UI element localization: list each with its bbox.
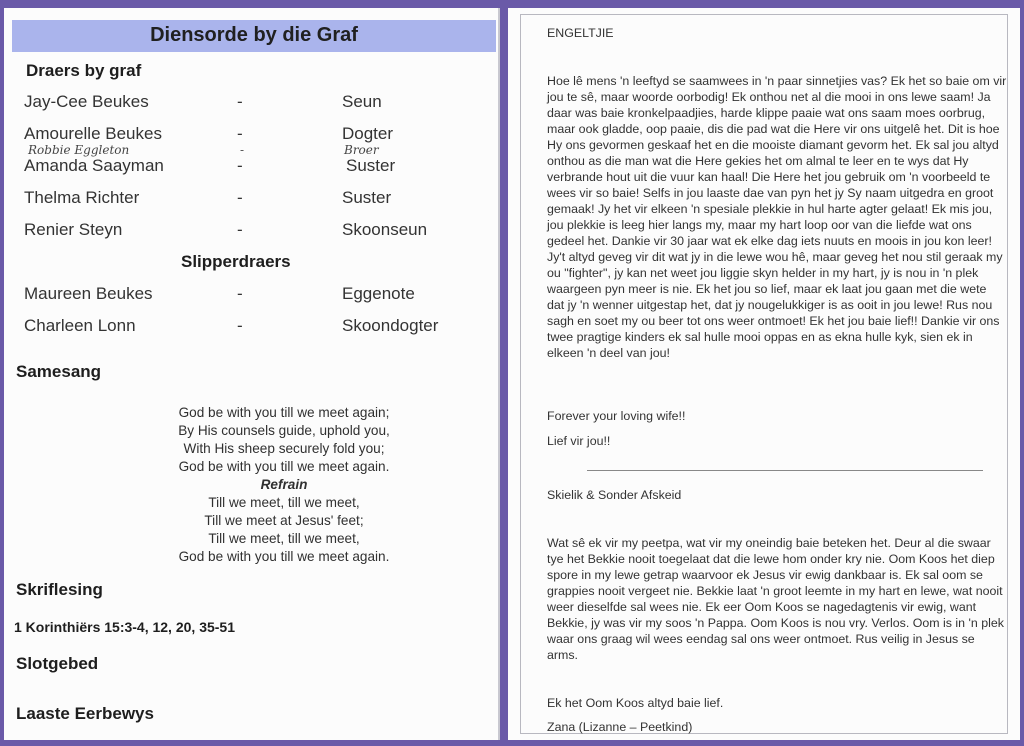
tribute-signoff: Ek het Oom Koos altyd baie lief.: [547, 696, 724, 710]
tribute-frame: [520, 14, 1008, 734]
separator-dash: -: [237, 124, 243, 143]
refrain-label: Refrain: [260, 477, 308, 492]
slipper-heading: Slipperdraers: [181, 252, 291, 271]
bearer-name: Thelma Richter: [24, 188, 140, 207]
handwritten-dash: -: [240, 143, 245, 157]
bearer-relation: Suster: [346, 156, 396, 175]
lyric-line: God be with you till we meet again.: [178, 549, 390, 564]
bearer-row: [24, 188, 484, 214]
tribute-signoff: Forever your loving wife!!: [547, 409, 686, 423]
bearer-relation: Skoonseun: [342, 220, 428, 239]
slipper-name: Maureen Beukes: [24, 284, 153, 303]
bearer-row: [24, 220, 484, 246]
section-divider: [587, 470, 983, 471]
tribute-signoff: Lief vir jou!!: [547, 434, 611, 448]
bearer-row: [24, 156, 484, 182]
tribute-signature: Zana (Lizanne – Peetkind): [547, 720, 693, 734]
left-page: [4, 8, 500, 740]
bearer-name: Jay-Cee Beukes: [24, 92, 149, 111]
lyric-line: God be with you till we meet again.: [178, 459, 390, 474]
lyric-line: God be with you till we meet again;: [178, 405, 390, 420]
bearer-row: [24, 92, 484, 118]
slipper-relation: Eggenote: [342, 284, 415, 303]
slipper-relation: Skoondogter: [342, 316, 439, 335]
handwritten-name: Robbie Eggleton: [28, 143, 130, 157]
slipper-row: [24, 316, 484, 342]
tribute-paragraph: Wat sê ek vir my peetpa, wat vir my oneindig baie beteken het. Deur al die swaar tye het Bekkie nooit toegelaat dat die lewe hom onder kry nie. Oom Koos het diep spore in my lewe getrap waarvoor ek Jesus vir ewig dankbaar is. Ek sal oom se grappies nooit vergeet nie. Bekkie laat 'n groot leemte in my hart en lewe, wat nooit weer dieselfde sal wees nie. Ek eer Oom Koos se nagedagtenis vir ewig, want Bekkie, jy was vir my soos 'n Pappa. Oom Koos is nou vry. Verlos. Oom is in 'n plek waar ons graag wil wees eendag sal ons weer ontmoet. Rus veilig in Jesus se arms.: [547, 536, 1004, 662]
lyric-line: Till we meet, till we meet,: [208, 531, 360, 546]
bearer-name: Renier Steyn: [24, 220, 123, 239]
lyric-line: Till we meet at Jesus' feet;: [204, 513, 364, 528]
separator-dash: -: [237, 316, 243, 335]
tribute-title: Skielik & Sonder Afskeid: [547, 488, 682, 502]
separator-dash: -: [237, 188, 243, 207]
page-title: Diensorde by die Graf: [150, 24, 358, 46]
slipper-name: Charleen Lonn: [24, 316, 136, 335]
tribute-title: ENGELTJIE: [547, 26, 614, 40]
separator-dash: -: [237, 92, 243, 111]
tribute-paragraph: Hoe lê mens 'n leeftyd se saamwees in 'n paar sinnetjies vas? Ek het so baie om vir jou te sê, maar woorde oorbodig! Ek onthou net al die mooi in ons lewe saam! Ja daar was baie kronkelpaadjies, harde klippe paaie wat ons saam moes oorbrug, maar ook gladde, oop paaie, dis die pad wat die Here vir ons uitgelê het. Dit is hoe Hy ons gevormen geskaaf het en die mooiste diamant gevorm het. Ek sal jou altyd onthou as die man wat die Here gekies het om almal te leer en te wys dat Hy verbrande hout uit die vuur kan haal! Die Here het jou gebruik om 'n voorbeeld te wees vir so baie! Selfs in jou laaste dae van pyn het jy Sy naam uitgedra en groot gemaak! Jy het vir elkeen 'n spesiale plekkie in hul harte agter gelaat! Ek mis jou, jou plekkie is leeg hier langs my, maar my hart loop oor van die liefde wat ons gedeel het. Dankie vir 30 jaar wat ek elke dag iets nuuts en moois in jou kon leer! Jy't altyd geveg vir dit wat jy in die lewe wou hê, maar geveg het nou stil geraak my ou "fighter", jy kan net weet jou liggie skyn helder in my hart, jy is nou in 'n plek waargeen pyn meer is nie. Ek het jou so lief, maar ek laat jou gaan met die wete dat jy 'n wenner uitgestap het, dat jy nougelukkiger is as ooit in jou lewe! Rus nou sagh en soet my ou beer tot ons weer ontmoet! Ek het jou baie lief!! Dankie vir ons twee pragtige kinders ek sal hulle mooi oppas en as ekna hulle kyk, sien ek in elkeen 'n deel van jou!: [547, 74, 1007, 360]
lyric-line: Till we meet, till we meet,: [208, 495, 360, 510]
bearer-relation: Seun: [342, 92, 382, 111]
bearer-relation: Dogter: [342, 124, 394, 143]
handwritten-relation: Broer: [344, 143, 379, 157]
separator-dash: -: [237, 156, 243, 175]
bearers-heading: Draers by graf: [26, 61, 142, 80]
slipper-row: [24, 284, 484, 310]
bearer-relation: Suster: [342, 188, 392, 207]
samesang-heading: Samesang: [16, 362, 102, 381]
skriflesing-heading: Skriflesing: [16, 580, 103, 599]
bearer-name: Amourelle Beukes: [24, 124, 162, 143]
slotgebed-heading: Slotgebed: [16, 654, 99, 673]
separator-dash: -: [237, 284, 243, 303]
separator-dash: -: [237, 220, 243, 239]
right-page: [508, 8, 1020, 740]
scripture-reference: 1 Korinthiërs 15:3-4, 12, 20, 35-51: [14, 619, 235, 635]
laaste-eerbewys-heading: Laaste Eerbewys: [16, 704, 154, 723]
lyric-line: With His sheep securely fold you;: [183, 441, 385, 456]
hymn-lyrics: [114, 404, 454, 566]
lyric-line: By His counsels guide, uphold you,: [178, 423, 390, 438]
bearer-name: Amanda Saayman: [24, 156, 164, 175]
title-banner: [12, 20, 496, 52]
